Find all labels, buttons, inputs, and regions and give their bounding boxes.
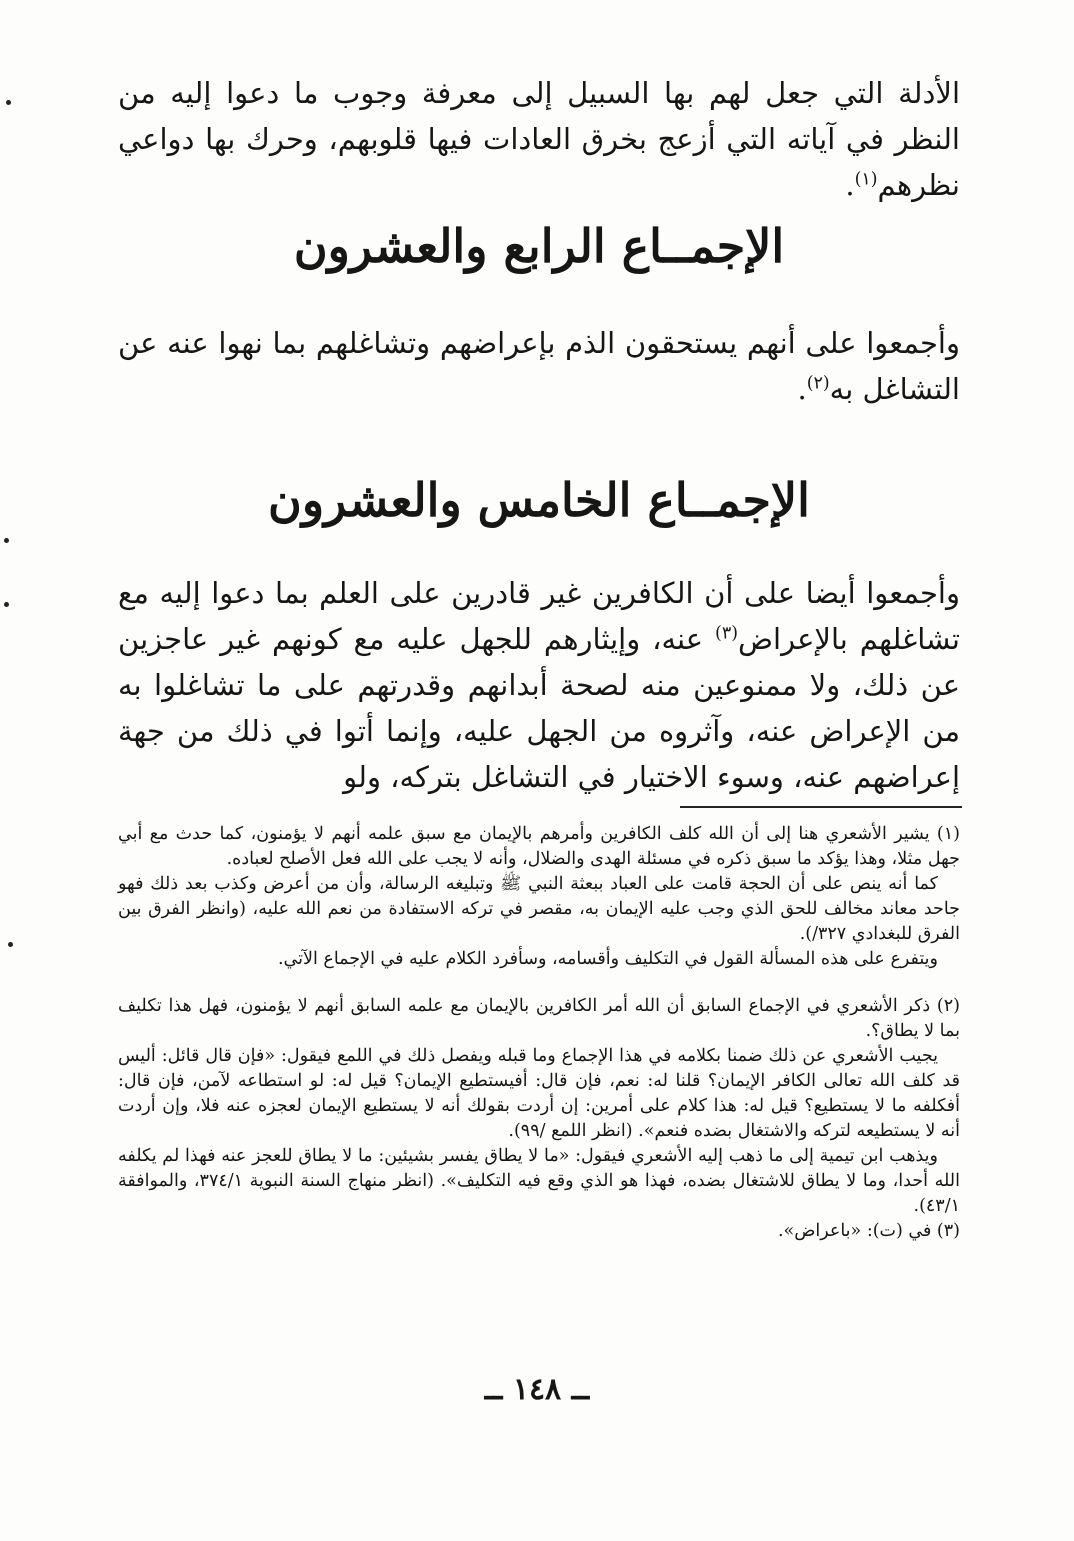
heading-25: الإجمــاع الخامس والعشرون	[268, 473, 810, 527]
scan-speck	[8, 942, 13, 947]
heading-24: الإجمــاع الرابع والعشرون	[293, 219, 785, 273]
intro-end: .	[845, 168, 855, 202]
footnote-2-para-3: ويذهب ابن تيمية إلى ما ذهب إليه الأشعري فيقول: «ما لا يطاق يفسر بشيئين: ما لا يطاق للعجز عنه فهذا لم يكلفه الله أحدا، وما لا يطاق للاشتغال بضده، فهذا هو الذي وقع فيه التكليف». (انظر منهاج السنة النبوية ٣٧٤/١، والموافقة ٤٣/١).	[118, 1146, 960, 1216]
footnote-2-para-1: (٢) ذكر الأشعري في الإجماع السابق أن الله أمر الكافرين بالإيمان مع علمه السابق أنهم لا يؤمنون، فهل هذا تكليف بما لا يطاق؟.	[118, 996, 960, 1041]
intro-text: الأدلة التي جعل لهم بها السبيل إلى معرفة وجوب ما دعوا إليه من النظر في آياته التي أزعج بخرق العادات فيها قلوبهم، وحرك بها دواعي نظرهم	[118, 76, 960, 202]
scan-speck	[4, 538, 9, 543]
scan-speck	[6, 100, 11, 105]
scan-speck	[4, 602, 9, 607]
paragraph-24-end: .	[797, 372, 807, 406]
footnote-ref-2[interactable]: (٢)	[806, 373, 830, 394]
paragraph-24-text: وأجمعوا على أنهم يستحقون الذم بإعراضهم وتشاغلهم بما نهوا عنه عن التشاغل به	[118, 326, 960, 406]
paragraph-25	[118, 570, 960, 800]
footnote-1-para-3: ويتفرع على هذه المسألة القول في التكليف وأقسامه، وسأفرد الكلام عليه في الإجماع الآتي.	[277, 949, 938, 969]
footnote-2-para-2: يجيب الأشعري عن ذلك ضمنا بكلامه في هذا الإجماع وما قبله ويفصل ذلك في اللمع فيقول: «فإن قال قائل: أليس قد كلف الله تعالى الكافر الإيمان؟ قلنا له: نعم، فإن قال: أفيستطيع الإيمان؟ قيل له: لو استطاعه لآمن، فإن قال: أفكلفه ما لا يستطيع؟ قيل له: هذا كلام على أمرين: إن أردت بقولك أنه لا يستطيع الإيمان لعجزه عنه فلا، وإن أردت أنه لا يستطيعه لتركه والاشتغال بضده فنعم». (انظر اللمع /٩٩).	[118, 1046, 960, 1141]
paragraph-25-text-a: وأجمعوا أيضا على أن الكافرين غير قادرين على العلم بما دعوا إليه مع تشاغلهم بالإعراض	[118, 576, 960, 656]
footnote-separator	[680, 806, 962, 808]
footnote-ref-3[interactable]: (٣)	[715, 623, 738, 644]
paragraph-24	[118, 320, 960, 412]
footnotes	[118, 822, 960, 1244]
paragraph-25-text-b: عنه، وإيثارهم للجهل عليه مع كونهم غير عاجزين عن ذلك، ولا ممنوعين منه لصحة أبدانهم وقدرتهم على ما تشاغلوا به من الإعراض عنه، وآثروه من الجهل عليه، وإنما أتوا في ذلك من جهة إعراضهم عنه، وسوء الاختيار في التشاغل بتركه، ولو	[118, 622, 960, 794]
footnote-3: (٣) في (ت): «باعراض».	[777, 1221, 960, 1241]
footnote-ref-1[interactable]: (١)	[854, 169, 878, 190]
page-number: ــ ١٤٨ ــ	[484, 1372, 590, 1407]
footnote-1-para-1: (١) يشير الأشعري هنا إلى أن الله كلف الكافرين وأمرهم بالإيمان مع سبق علمه أنهم لا يؤمنون، كما حدث مع أبي جهل مثلا، وهذا يؤكد ما سبق ذكره في مسئلة الهدى والضلال، وأنه لا يجب على الله فعل الأصلح لعباده.	[118, 824, 960, 869]
footnote-1-para-2: كما أنه ينص على أن الحجة قامت على العباد ببعثة النبي ﷺ وتبليغه الرسالة، وأن من أعرض وكذب بعد ذلك فهو جاحد معاند مخالف للحق الذي وجب عليه الإيمان به، مقصر في تركه الاستفادة من نعم الله عليه، (وانظر الفرق بين الفرق للبغدادي ٣٢٧/).	[118, 874, 960, 944]
intro-paragraph	[118, 70, 960, 208]
